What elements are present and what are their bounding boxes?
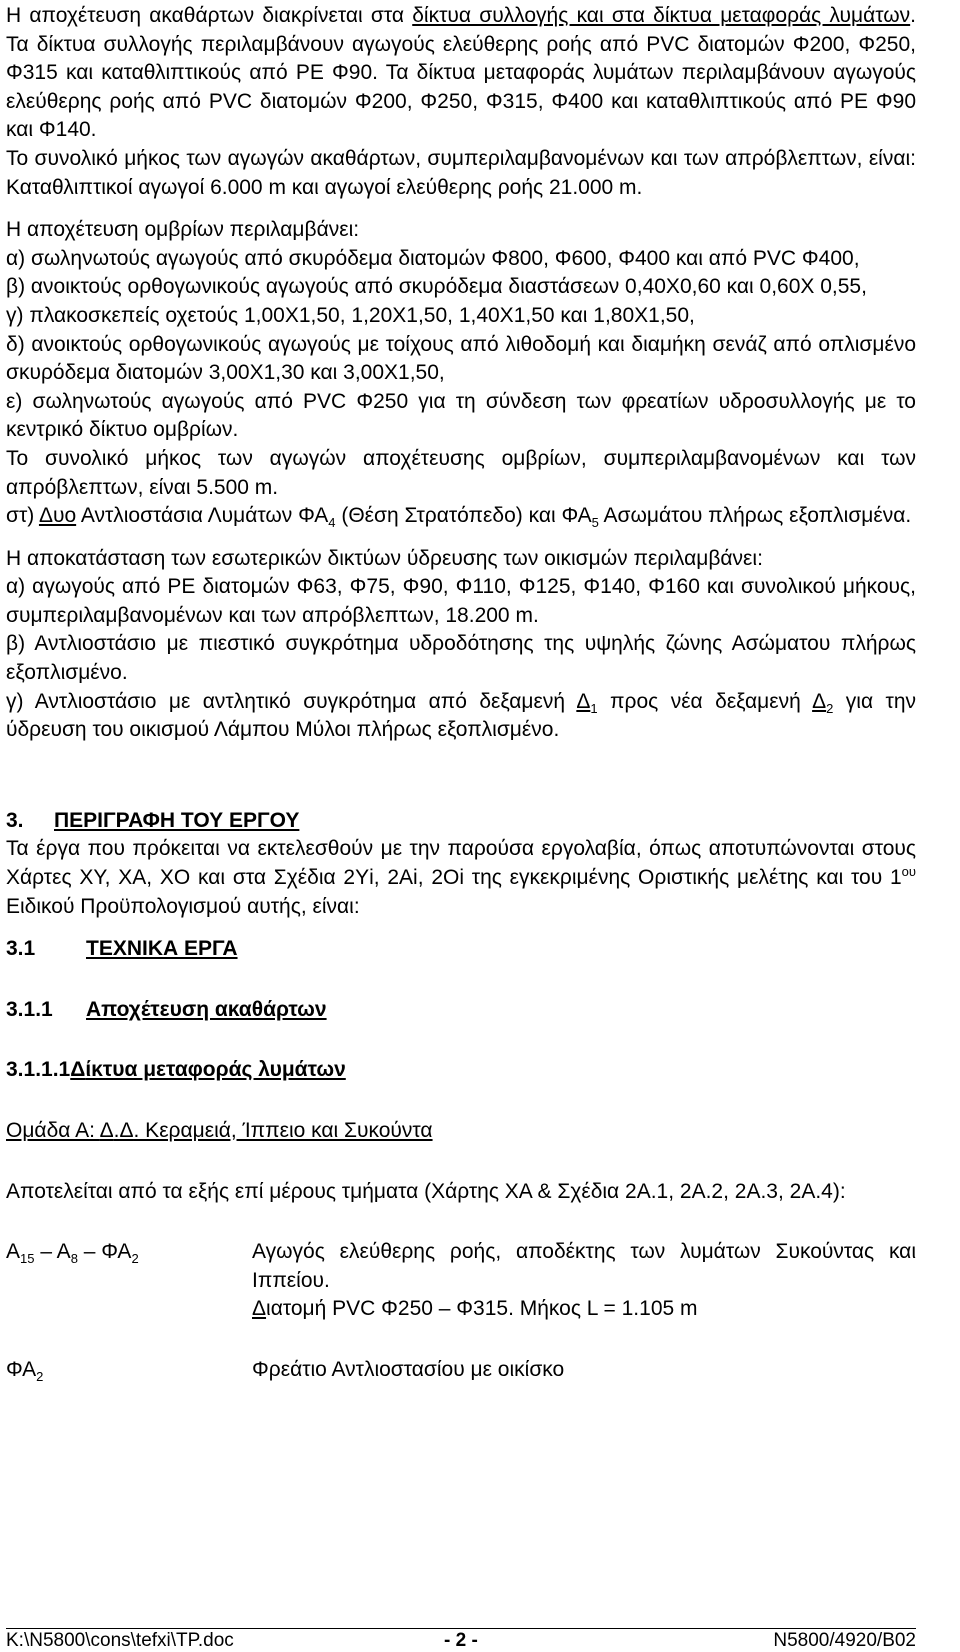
segment-row-1 [6,1238,916,1324]
footer-doc-code: N5800/4920/B02 [773,1630,916,1651]
heading-number: 3.1 [6,937,36,961]
text-run: ιατομή PVC Φ250 – Φ315. Μήκος L = 1.105 m [266,1297,698,1321]
segment-label [6,1238,252,1324]
storm-item-b: β) ανοικτούς ορθογωνικούς αγωγούς από σκυρόδεμα διαστάσεων 0,40Χ0,60 και 0,60Χ 0,55, [6,275,867,299]
text-run: – ΦΑ [77,1240,132,1264]
group-a-heading [6,1117,916,1146]
segment-label [6,1356,252,1385]
text-run: . Τα δίκτυα συλλογής περιλαμβάνουν αγωγούς ελεύθερης ροής από PVC διατομών Φ200, Φ250, Φ315 και καταθλιπτικούς από PE Φ90. Τα δίκτυα μεταφοράς λυμάτων περιλαμβάνουν αγωγούς ελεύθερης ροής από PVC διατομών Φ200, Φ250, Φ315, Φ400 και καταθλιπτικούς από PE Φ90 και Φ140. [6,4,916,142]
section-3-heading [6,807,916,836]
group-link-2[interactable]: Δ [119,1119,134,1142]
text-run: Ασωμάτου πλήρως εξοπλισμένα. [598,504,912,528]
tank-link-2[interactable]: Δ [812,689,827,713]
text-run: Αντλιοστάσια Λυμάτων ΦΑ [76,504,329,528]
text-run: . [113,1119,120,1142]
subscript: 2 [36,1369,44,1385]
text-run: Α [6,1240,21,1264]
text-run: (Θέση Στρατόπεδο) και ΦΑ [335,504,592,528]
storm-item-e: ε) σωληνωτούς αγωγούς από PVC Φ250 για τη σύνδεση των φρεατίων υδροσυλλογής με το κεντρικό δίκτυο ομβρίων. [6,389,916,442]
subscript: 4 [328,515,336,531]
footer-page-number: - 2 - [444,1630,478,1651]
text-run: για την ύδρευση του οικισμού Λάμπου Μύλοι πλήρως εξοπλισμένο. [6,689,917,742]
text-run: γ) Αντλιοστάσιο με αντλητικό συγκρότημα από δεξαμενή [6,689,577,713]
segment-description [252,1356,916,1385]
segment-description [252,1238,916,1324]
superscript: ου [901,864,916,880]
subscript: 2 [131,1251,139,1267]
segment-desc-line [252,1295,916,1324]
subscript: 15 [20,1251,35,1267]
heading-link[interactable]: Δ [70,1058,86,1082]
text-run: – Α [34,1240,71,1264]
segment-row-2 [6,1356,916,1385]
heading-number: 3.1.1 [6,997,53,1021]
storm-item-st [6,502,916,531]
storm-total-length: Το συνολικό μήκος των αγωγών αποχέτευσης ομβρίων, συμπεριλαμβανομένων και των απρόβλεπτων, είναι 5.500 m. [6,446,916,499]
text-run: προς νέα δεξαμενή [597,689,813,713]
water-intro: Η αποκατάσταση των εσωτερικών δικτύων ύδρευσης των οικισμών περιλαμβάνει: [6,546,763,570]
subscript: 5 [591,515,599,531]
text-run: Η αποχέτευση ακαθάρτων διακρίνεται στα [6,4,413,27]
text-run: ΦΑ [6,1357,37,1381]
subscript: 2 [826,700,834,716]
text-run: στ) [6,504,39,528]
storm-intro: Η αποχέτευση ομβρίων περιλαμβάνει: [6,218,360,242]
page-footer [6,1628,916,1651]
water-item-b: β) Αντλιοστάσιο με πιεστικό συγκρότημα υδροδότησης της υψηλής ζώνης Ασώματου πλήρως εξοπλισμένο. [6,632,916,685]
heading-3-1-1 [6,996,916,1025]
heading-number: 3.1.1.1 [6,1058,71,1082]
heading-title: ίκτυα μεταφοράς λυμάτων [85,1058,346,1082]
text-run: Ομάδα Α: [6,1119,100,1142]
storm-item-d: δ) ανοικτούς ορθογωνικούς αγωγούς με τοίχους από λιθοδομή και διαμήκη σενάζ από οπλισμένο σκυρόδεμα διατομών 3,00Χ1,30 και 3,00Χ1,50, [6,332,916,385]
segment-desc-line: Αγωγός ελεύθερης ροής, αποδέκτης των λυμάτων Συκούντας και Ιππείου. [252,1240,916,1292]
sewage-networks-paragraph [6,2,916,145]
sewage-total-length: Το συνολικό μήκος των αγωγών ακαθάρτων, συμπεριλαμβανομένων και των απρόβλεπτων, είναι: Καταθλιπτικοί αγωγοί 6.000 m και αγωγοί ελεύθερης ροής 21.000 m. [6,146,916,199]
heading-title: ΤΕΧΝΙΚΑ ΕΡΓΑ [86,937,238,961]
subscript: 1 [590,700,598,716]
text-run: Ειδικού Προϋπολογισμού αυτής, είναι: [6,894,360,918]
storm-item-c: γ) πλακοσκεπείς οχετούς 1,00Χ1,50, 1,20Χ1,50, 1,40Χ1,50 και 1,80Χ1,50, [6,303,695,327]
section-3-body [6,835,916,921]
heading-3-1 [6,935,916,964]
water-item-a: α) αγωγούς από PE διατομών Φ63, Φ75, Φ90, Φ110, Φ125, Φ140, Φ160 και συνολικού μήκους, συμπεριλαμβανομένων και των απρόβλεπτων, 18.200 m. [6,575,916,627]
subscript: 8 [70,1251,78,1267]
group-link-1[interactable]: Δ [99,1119,114,1142]
heading-3-1-1-1 [6,1056,916,1085]
section-title: ΠΕΡΙΓΡΑΦΗ ΤΟΥ ΕΡΓΟΥ [54,808,300,832]
segment-desc-line: Φρεάτιο Αντλιοστασίου με οικίσκο [252,1357,565,1381]
footer-file-path: K:\N5800\cons\tefxi\TP.doc [6,1630,234,1651]
storm-item-a: α) σωληνωτούς αγωγούς από σκυρόδεμα διατομών Φ800, Φ600, Φ400 και από PVC Φ400, [6,246,860,270]
text-run: Τα έργα που πρόκειται να εκτελεσθούν με την παρούσα εργολαβία, όπως αποτυπώνονται στους Χάρτες ΧΥ, ΧΑ, ΧΟ και στα Σχέδια 2Υi, 2Αi, 2Οi της εγκεκριμένης Οριστικής μελέτης και του 1 [6,837,916,890]
tank-link-1[interactable]: Δ [576,689,591,713]
networks-link[interactable]: δίκτυα συλλογής και στα δίκτυα μεταφοράς λυμάτων [412,4,911,27]
parts-paragraph: Αποτελείται από τα εξής επί μέρους τμήματα (Χάρτης ΧΑ & Σχέδια 2Α.1, 2Α.2, 2Α.3, 2Α.4): [6,1179,846,1203]
two-link[interactable]: Δυο [38,504,77,528]
section-link[interactable]: Δ [252,1297,267,1321]
water-item-c [6,688,916,745]
section-number: 3. [6,808,24,832]
document-page [6,2,916,1385]
text-run: . Κεραμειά, Ίππειο και Συκούντα [133,1119,433,1142]
heading-title: Αποχέτευση ακαθάρτων [86,997,327,1021]
